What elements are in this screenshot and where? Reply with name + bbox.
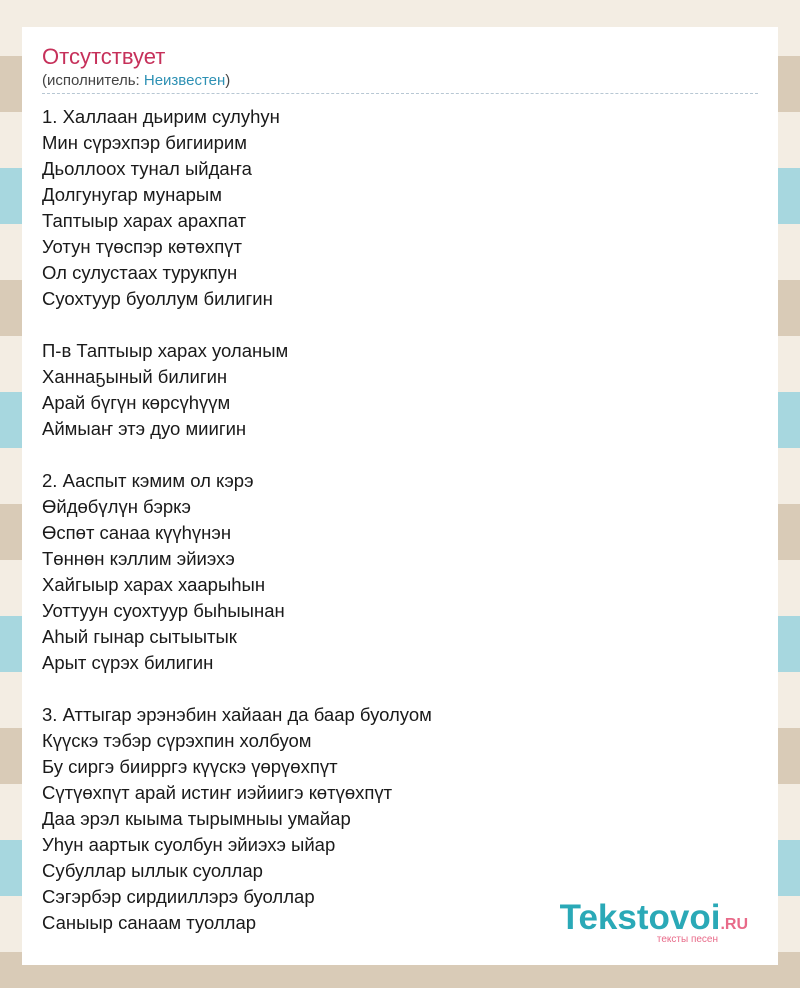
lyric-line: Төннөн кэллим эйиэхэ: [42, 548, 235, 569]
verse-2: [42, 468, 758, 676]
site-logo[interactable]: [560, 898, 748, 945]
logo-suffix-text: .RU: [720, 916, 748, 933]
lyric-line: Күүскэ тэбэр сүрэхпин холбуом: [42, 730, 312, 751]
lyric-line: Аһый гынар сытыытык: [42, 626, 237, 647]
lyric-line: Уотун түөспэр көтөхпүт: [42, 236, 242, 257]
lyric-line: Таптыыр харах арахпат: [42, 210, 247, 231]
lyric-line: Өйдөбүлүн бэркэ: [42, 496, 191, 517]
lyric-line: Бу сиргэ биирргэ күүскэ үөрүөхпүт: [42, 756, 338, 777]
chorus: [42, 338, 758, 442]
lyric-line: 1. Халлаан дьирим сулуһун: [42, 106, 280, 127]
lyric-line: Саныыр санаам туоллар: [42, 912, 257, 933]
lyric-line: Долгунугар мунарым: [42, 184, 222, 205]
lyric-line: Сэгэрбэр сирдииллэрэ буоллар: [42, 886, 315, 907]
artist-prefix: (исполнитель:: [42, 72, 144, 89]
lyric-line: Сүтүөхпүт арай истиҥ иэйиигэ көтүөхпүт: [42, 782, 393, 803]
lyric-line: Арай бүгүн көрсүһүүм: [42, 392, 231, 413]
artist-link[interactable]: Неизвестен: [143, 72, 226, 89]
lyric-line: Даа эрэл кыыма тырымныы умайар: [42, 808, 351, 829]
lyric-line: 3. Аттыгар эрэнэбин хайаан да баар буолуом: [42, 704, 432, 725]
lyric-line: Хайгыыр харах хаарыһын: [42, 574, 266, 595]
lyrics-card: [22, 27, 778, 965]
lyric-line: Уһун аартык суолбун эйиэхэ ыйар: [42, 834, 336, 855]
lyric-line: Ол сулустаах турукпун: [42, 262, 238, 283]
lyric-line: Арыт сүрэх билигин: [42, 652, 214, 673]
lyric-line: Суохтуур буоллум билигин: [42, 288, 273, 309]
lyric-line: Уоттуун суохтуур быһыынан: [42, 600, 285, 621]
logo-main-text: Tekstovoi: [559, 898, 721, 937]
lyric-line: Мин сүрэхпэр бигиирим: [42, 132, 247, 153]
lyric-line: Субуллар ыллык суоллар: [42, 860, 263, 881]
lyric-line: Аймыаҥ этэ дуо миигин: [42, 418, 247, 439]
verse-1: [42, 104, 758, 312]
artist-suffix: ): [225, 72, 231, 89]
song-title: Отсутствует: [42, 44, 166, 69]
lyric-line: Өспөт санаа күүһүнэн: [42, 522, 232, 543]
lyric-line: П-в Таптыыр харах уоланым: [42, 340, 289, 361]
lyric-line: Дьоллоох тунал ыйдаҥа: [42, 158, 252, 179]
artist-line: [42, 71, 758, 94]
lyric-line: 2. Ааспыт кэмим ол кэрэ: [42, 470, 254, 491]
logo-wordmark: [560, 898, 748, 938]
lyric-line: Ханнаҕыный билигин: [42, 366, 228, 387]
logo-tagline: тексты песен: [656, 934, 718, 945]
lyrics-body: [42, 104, 758, 936]
